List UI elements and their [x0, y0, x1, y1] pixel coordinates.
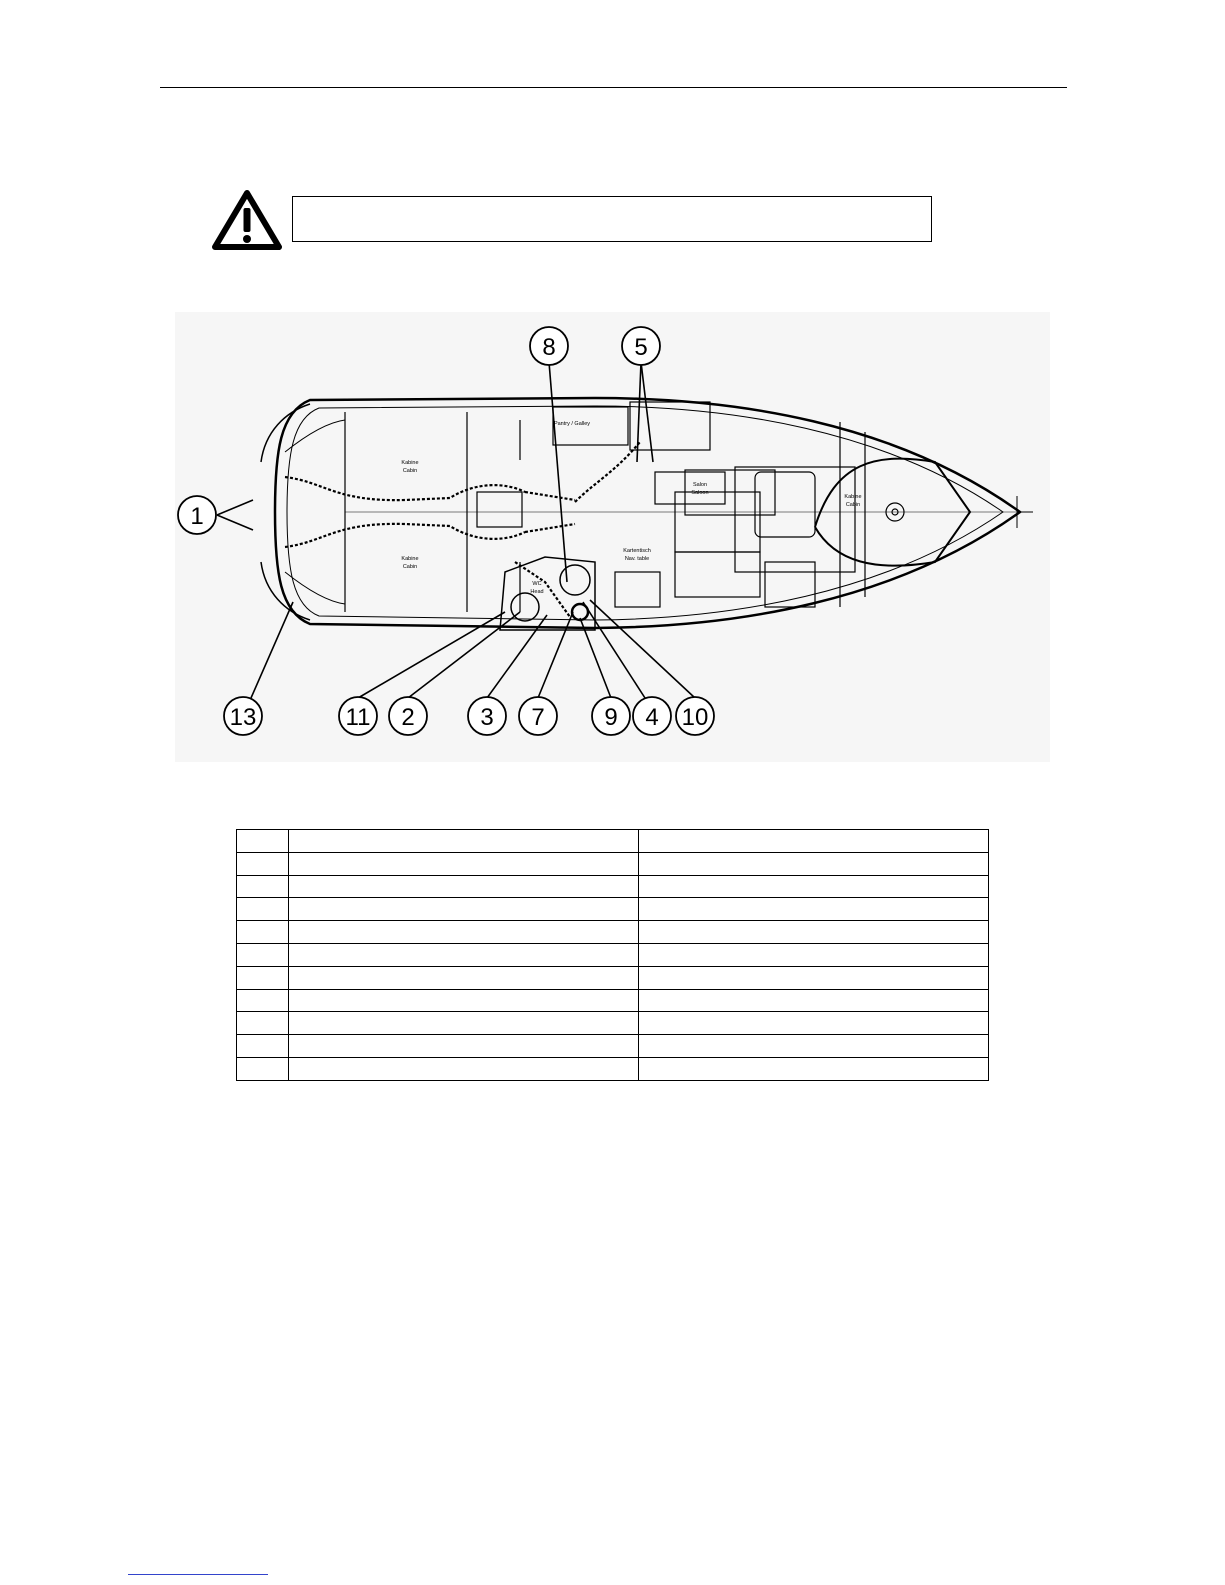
legend-cell [639, 943, 989, 966]
svg-text:13: 13 [229, 704, 257, 731]
legend-cell [289, 989, 639, 1012]
legend-cell [237, 898, 289, 921]
callout-5 [622, 327, 660, 365]
aft-cabin-stbd-label-2: Cabin [402, 564, 418, 570]
legend-cell [237, 943, 289, 966]
legend-cell [289, 898, 639, 921]
legend-row [237, 1035, 989, 1058]
saloon-label-1: Salon [692, 482, 708, 488]
callout-8 [530, 327, 568, 365]
callout-3 [468, 697, 506, 735]
legend-cell [289, 1035, 639, 1058]
saloon-label-2: Saloon [691, 490, 709, 496]
legend-row [237, 989, 989, 1012]
legend-row [237, 943, 989, 966]
legend-cell [289, 852, 639, 875]
legend-cell [639, 921, 989, 944]
legend-table [236, 829, 989, 1081]
legend-cell [237, 966, 289, 989]
legend-cell [289, 943, 639, 966]
legend-cell [237, 989, 289, 1012]
footer-rule [128, 1574, 268, 1575]
legend-cell [289, 1057, 639, 1080]
legend-cell [237, 1057, 289, 1080]
svg-text:4: 4 [645, 704, 659, 731]
legend-cell [237, 830, 289, 853]
legend-cell [639, 852, 989, 875]
legend-cell [237, 1035, 289, 1058]
head-label-2: Head [530, 589, 544, 595]
galley-label: Pantry / Galley [553, 421, 591, 427]
legend-cell [639, 1012, 989, 1035]
legend-cell [237, 852, 289, 875]
aft-cabin-stbd-label-1: Kabine [401, 556, 419, 562]
legend-row [237, 875, 989, 898]
svg-text:10: 10 [681, 704, 709, 731]
legend-row [237, 852, 989, 875]
callout-11 [339, 697, 377, 735]
legend-cell [289, 1012, 639, 1035]
boat-layout-diagram [175, 312, 1050, 762]
callout-7 [519, 697, 557, 735]
legend-row [237, 1012, 989, 1035]
legend-cell [237, 1012, 289, 1035]
legend-cell [289, 875, 639, 898]
legend-cell [639, 875, 989, 898]
legend-row [237, 1057, 989, 1080]
nav-table-label-1: Kartentisch [623, 548, 651, 554]
svg-text:11: 11 [345, 704, 371, 731]
svg-text:1: 1 [190, 503, 204, 530]
aft-cabin-port-label-2: Cabin [402, 468, 418, 474]
warning-triangle-icon [212, 190, 282, 250]
head-label-1: WC [532, 581, 542, 587]
callout-13 [224, 697, 262, 735]
callout-4 [633, 697, 671, 735]
legend-cell [289, 921, 639, 944]
legend-cell [639, 1035, 989, 1058]
fwd-cabin-label-1: Kabine [844, 494, 862, 500]
callout-10 [676, 697, 714, 735]
callout-9 [592, 697, 630, 735]
svg-text:2: 2 [401, 704, 415, 731]
header-rule [160, 87, 1067, 88]
legend-cell [639, 966, 989, 989]
legend-row [237, 966, 989, 989]
legend-cell [639, 898, 989, 921]
legend-row [237, 921, 989, 944]
legend-row [237, 830, 989, 853]
aft-cabin-port-label-1: Kabine [401, 460, 419, 466]
warning-block [212, 190, 937, 250]
svg-text:7: 7 [531, 704, 545, 731]
legend-row [237, 898, 989, 921]
svg-text:8: 8 [542, 334, 556, 361]
callout-2 [389, 697, 427, 735]
legend-cell [289, 830, 639, 853]
callout-1 [178, 496, 216, 534]
legend-cell [639, 989, 989, 1012]
svg-text:9: 9 [604, 704, 618, 731]
fwd-cabin-label-2: Cabin [845, 502, 861, 508]
legend-cell [639, 830, 989, 853]
svg-text:3: 3 [480, 704, 494, 731]
legend-cell [289, 966, 639, 989]
warning-text-box [292, 196, 932, 242]
legend-cell [237, 921, 289, 944]
legend-cell [237, 875, 289, 898]
nav-table-label-2: Nav. table [624, 556, 650, 562]
svg-text:5: 5 [634, 334, 648, 361]
legend-cell [639, 1057, 989, 1080]
legend-body [237, 830, 989, 1081]
